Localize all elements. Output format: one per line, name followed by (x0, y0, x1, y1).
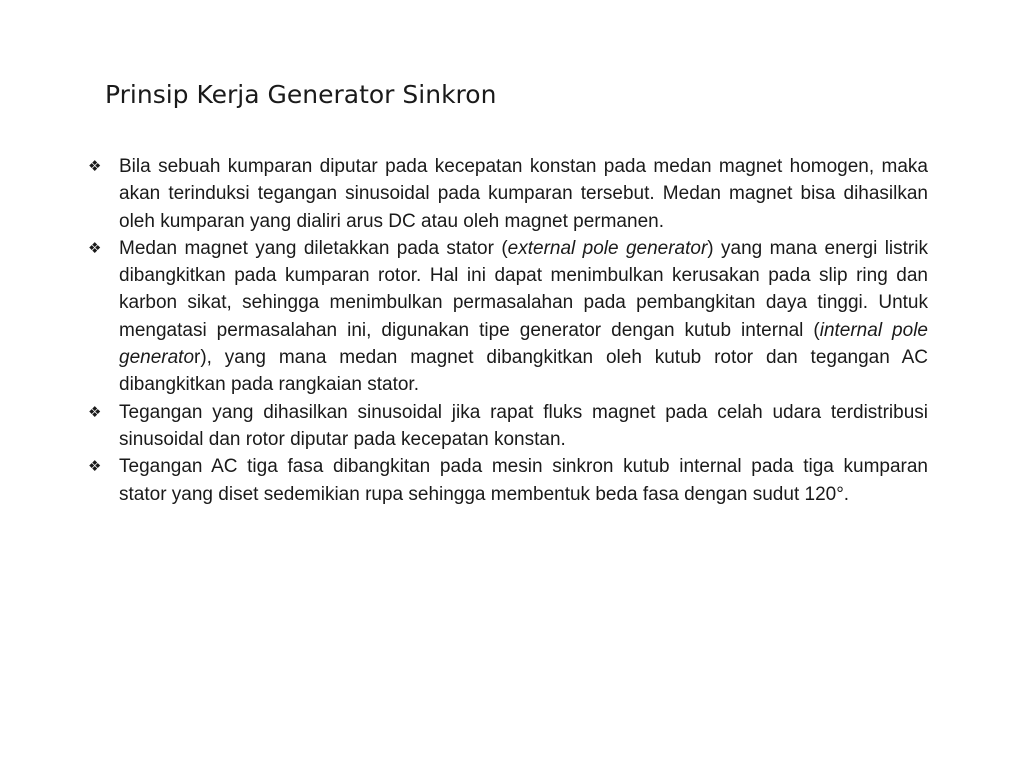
list-item-text (119, 402, 928, 450)
text-segment: Medan magnet yang diletakkan pada stator ( (119, 237, 508, 259)
text-segment: r), yang mana medan magnet dibangkitkan oleh kutub rotor dan tegangan AC dibangkitkan pada rangkaian stator. (119, 347, 928, 396)
diamond-bullet-icon: ❖ (88, 157, 102, 175)
text-segment: Tegangan AC tiga fasa dibangkitan pada mesin sinkron kutub internal pada tiga kumparan stator yang diset sedemikian rupa sehingga membentuk beda fasa dengan sudut 120°. (119, 456, 928, 505)
list-item (88, 153, 928, 235)
italic-term: external pole generator (507, 237, 708, 259)
text-segment: Bila sebuah kumparan diputar pada kecepatan konstan pada medan magnet homogen, maka akan terinduksi tegangan sinusoidal pada kumparan tersebut. Medan magnet bisa dihasilkan oleh kumparan yang dialiri arus DC atau oleh magnet permanen. (119, 156, 928, 232)
italic-term: internal pole generato (119, 319, 928, 369)
text-segment: Tegangan yang dihasilkan sinusoidal jika rapat fluks magnet pada celah udara terdistribusi sinusoidal dan rotor diputar pada kecepatan konstan. (119, 401, 928, 450)
diamond-bullet-icon: ❖ (88, 238, 102, 257)
bullet-list (88, 153, 928, 508)
list-item-text (119, 456, 928, 504)
list-item (88, 453, 928, 508)
list-item (88, 399, 928, 454)
diamond-bullet-icon: ❖ (88, 402, 102, 421)
slide-title: Prinsip Kerja Generator Sinkron (105, 80, 497, 109)
list-item-text (119, 238, 928, 395)
list-item-text (119, 156, 928, 232)
text-segment: ) yang mana energi listrik dibangkitkan pada kumparan rotor. Hal ini dapat menimbulkan kerusakan pada slip ring dan karbon sikat, sehingga menimbulkan permasalahan pada pembangkitan daya tinggi. Untuk mengatasi permasalahan ini, digunakan tipe generator dengan kutub internal ( (119, 237, 928, 341)
diamond-bullet-icon: ❖ (88, 457, 102, 476)
list-item (88, 235, 928, 399)
